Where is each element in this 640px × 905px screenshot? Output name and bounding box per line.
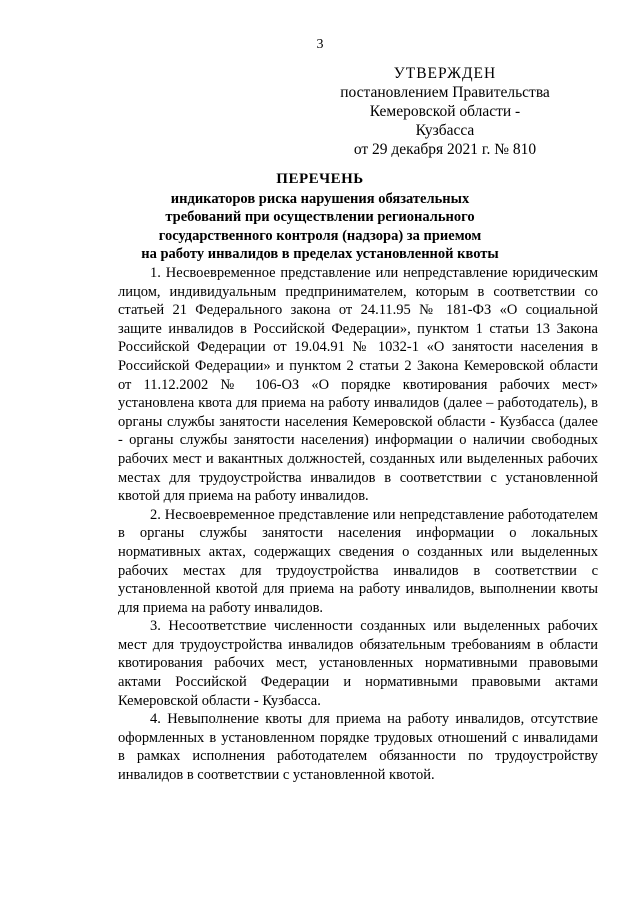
approval-date: от 29 декабря 2021 г. № 810 bbox=[353, 141, 537, 158]
list-item: 4. Невыполнение квоты для приема на работу инвалидов, отсутствие оформленных в установленном порядке трудовых отношений с инвалидами в рамках исполнения работодателем обязанности по трудоустройству инвалидов в соответствии с установленной квотой. bbox=[118, 711, 598, 784]
approval-line: Кемеровской области - Кузбасса bbox=[369, 103, 521, 139]
list-item: 2. Несвоевременное представление или непредставление работодателем в органы службы занятости населения информации о локальных нормативных актах, содержащих сведения о созданных или выделенных рабочих местах для трудоустройства инвалидов в соответствии с установленной квотой для приема на работу инвалидов, выполнении квоты для приема на работу инвалидов. bbox=[118, 506, 598, 616]
page-number: 3 bbox=[316, 37, 324, 52]
approval-title: УТВЕРЖДЕН bbox=[393, 65, 497, 82]
title-line: индикаторов риска нарушения обязательных bbox=[170, 190, 470, 207]
document-title bbox=[60, 170, 580, 264]
title-line: на работу инвалидов в пределах установленной квоты bbox=[141, 246, 499, 262]
list-item: 1. Несвоевременное представление или непредставление юридическим лицом, индивидуальным предпринимателем, которым в соответствии со статьей 21 Федерального закона от 24.11.95 № 181-ФЗ «О социальной защите инвалидов в Российской Федерации», пунктом 1 статьи 13 Закона Российской Федерации от 19.04.91 № 1032-1 «О занятости населения в Российской Федерации» и пунктом 2 статьи 2 Закона Кемеровской области от 11.12.2002 № 106-ОЗ «О порядке квотирования рабочих мест» установлена квота для приема на работу инвалидов (далее – работодатель), в органы службы занятости населения Кемеровской области - Кузбасса (далее - органы службы занятости населения) информации о наличии свободных рабочих мест и вакантных должностей, созданных или выделенных рабочих местах для трудоустройства инвалидов в соответствии с установленной квотой для приема на работу инвалидов. bbox=[118, 265, 598, 505]
title-line: требований при осуществлении регионального bbox=[165, 209, 475, 225]
approval-line: постановлением Правительства bbox=[340, 84, 550, 101]
title-heading: ПЕРЕЧЕНЬ bbox=[276, 171, 364, 187]
indicator-list bbox=[118, 264, 598, 785]
approval-block bbox=[340, 64, 550, 159]
title-line: государственного контроля (надзора) за приемом bbox=[158, 227, 482, 244]
list-item: 3. Несоответствие численности созданных или выделенных рабочих мест для трудоустройства инвалидов обязательным требованиям в области квотирования рабочих мест, установленных нормативными правовыми актами Российской Федерации и нормативными правовыми актами Кемеровской области - Кузбасса. bbox=[118, 618, 598, 709]
